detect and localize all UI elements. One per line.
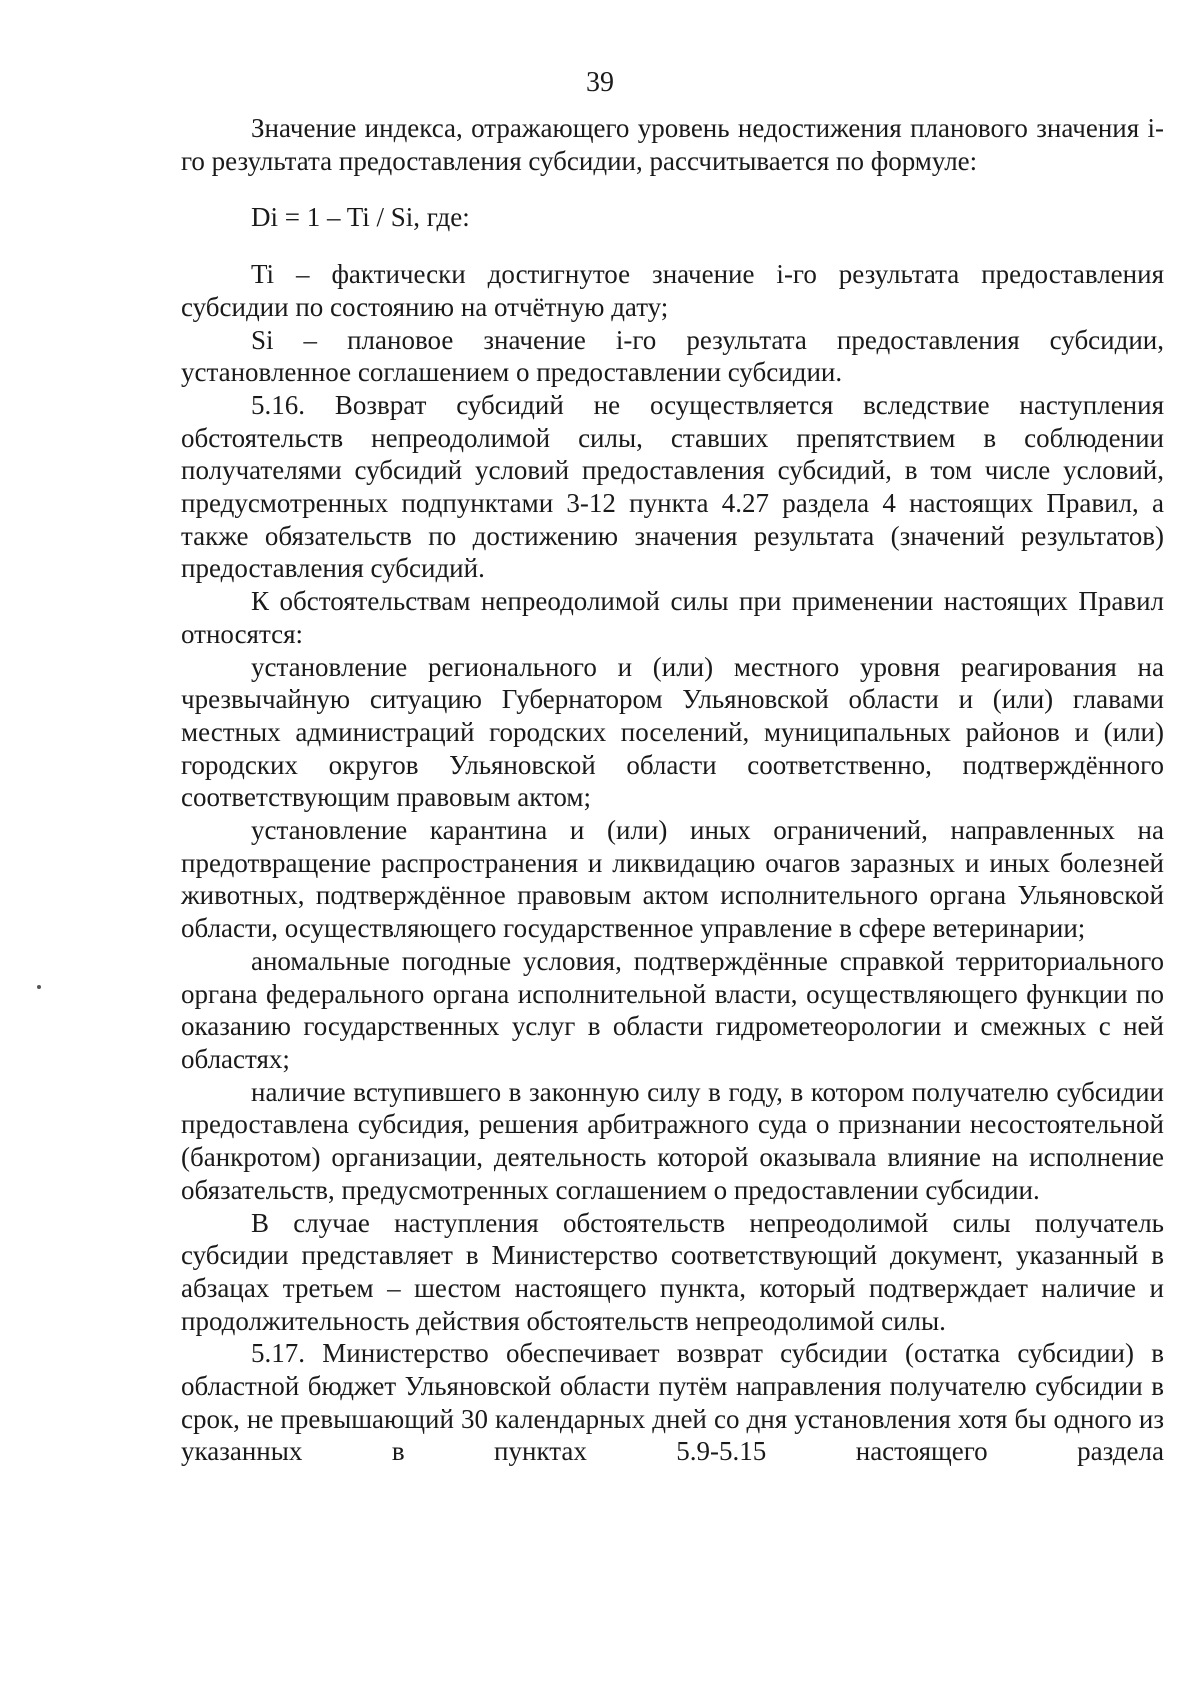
paragraph-5-16: 5.16. Возврат субсидий не осуществляется вследствие наступления обстоятельств непреодолимой силы, ставших препятствием в соблюдении получателями субсидий условий предоставления субсидий, в том числе условий, предусмотренных подпунктами 3-12 пункта 4.27 раздела 4 настоящих Правил, а также обязательств по достижению значения результата (значений результатов) предоставления субсидий.: [181, 389, 1164, 584]
paragraph-5-17: 5.17. Министерство обеспечивает возврат субсидии (остатка субсидии) в областной бюджет Ульяновской области путём направления получателю субсидии в срок, не превышающий 30 календарных дней со дня установления хотя бы одного из указанных в пунктах 5.9-5.15 настоящего раздела: [181, 1338, 1164, 1467]
paragraph-quarantine: установление карантина и (или) иных ограничений, направленных на предотвращение распространения и ликвидацию очагов заразных и иных болезней животных, подтверждённое правовым актом исполнительного органа Ульяновской области, осуществляющего государственное управление в сфере ветеринарии;: [181, 815, 1164, 944]
paragraph-index-definition: Значение индекса, отражающего уровень недостижения планового значения i-го результата предоставления субсидии, рассчитывается по формуле:: [181, 113, 1164, 176]
paragraph-si-definition: Si – плановое значение i-го результата предоставления субсидии, установленное соглашением о предоставлении субсидии.: [181, 324, 1164, 388]
paragraph-ti-definition: Ti – фактически достигнутое значение i-го результата предоставления субсидии по состоянию на отчётную дату;: [181, 259, 1164, 322]
paragraph-force-majeure-document: В случае наступления обстоятельств непреодолимой силы получатель субсидии представляет в Министерство соответствующий документ, указанный в абзацах третьем – шестом настоящего пункта, который подтверждает наличие и продолжительность действия обстоятельств непреодолимой силы.: [181, 1207, 1164, 1336]
document-body: [181, 112, 1164, 1468]
paragraph-bankruptcy: наличие вступившего в законную силу в году, в котором получателю субсидии предоставлена субсидия, решения арбитражного суда о признании несостоятельной (банкротом) организации, деятельность которой оказывала влияние на исполнение обязательств, предусмотренных соглашением о предоставлении субсидии.: [181, 1076, 1164, 1205]
paragraph-emergency-regime: установление регионального и (или) местного уровня реагирования на чрезвычайную ситуацию Губернатором Ульяновской области и (или) главами местных администраций городских поселений, муниципальных районов и (или) городских округов Ульяновской области соответственно, подтверждённого соответствующим правовым актом;: [181, 651, 1164, 813]
page-number: 39: [586, 67, 614, 98]
formula: Di = 1 – Ti / Si, где:: [251, 202, 470, 233]
paragraph-force-majeure-intro: К обстоятельствам непреодолимой силы при применении настоящих Правил относятся:: [181, 586, 1164, 649]
scan-artifact-dot: [37, 985, 41, 989]
paragraph-weather: аномальные погодные условия, подтверждённые справкой территориального органа федерального органа исполнительной власти, осуществляющего функции по оказанию государственных услуг в области гидрометеорологии и смежных с ней областях;: [181, 945, 1164, 1074]
